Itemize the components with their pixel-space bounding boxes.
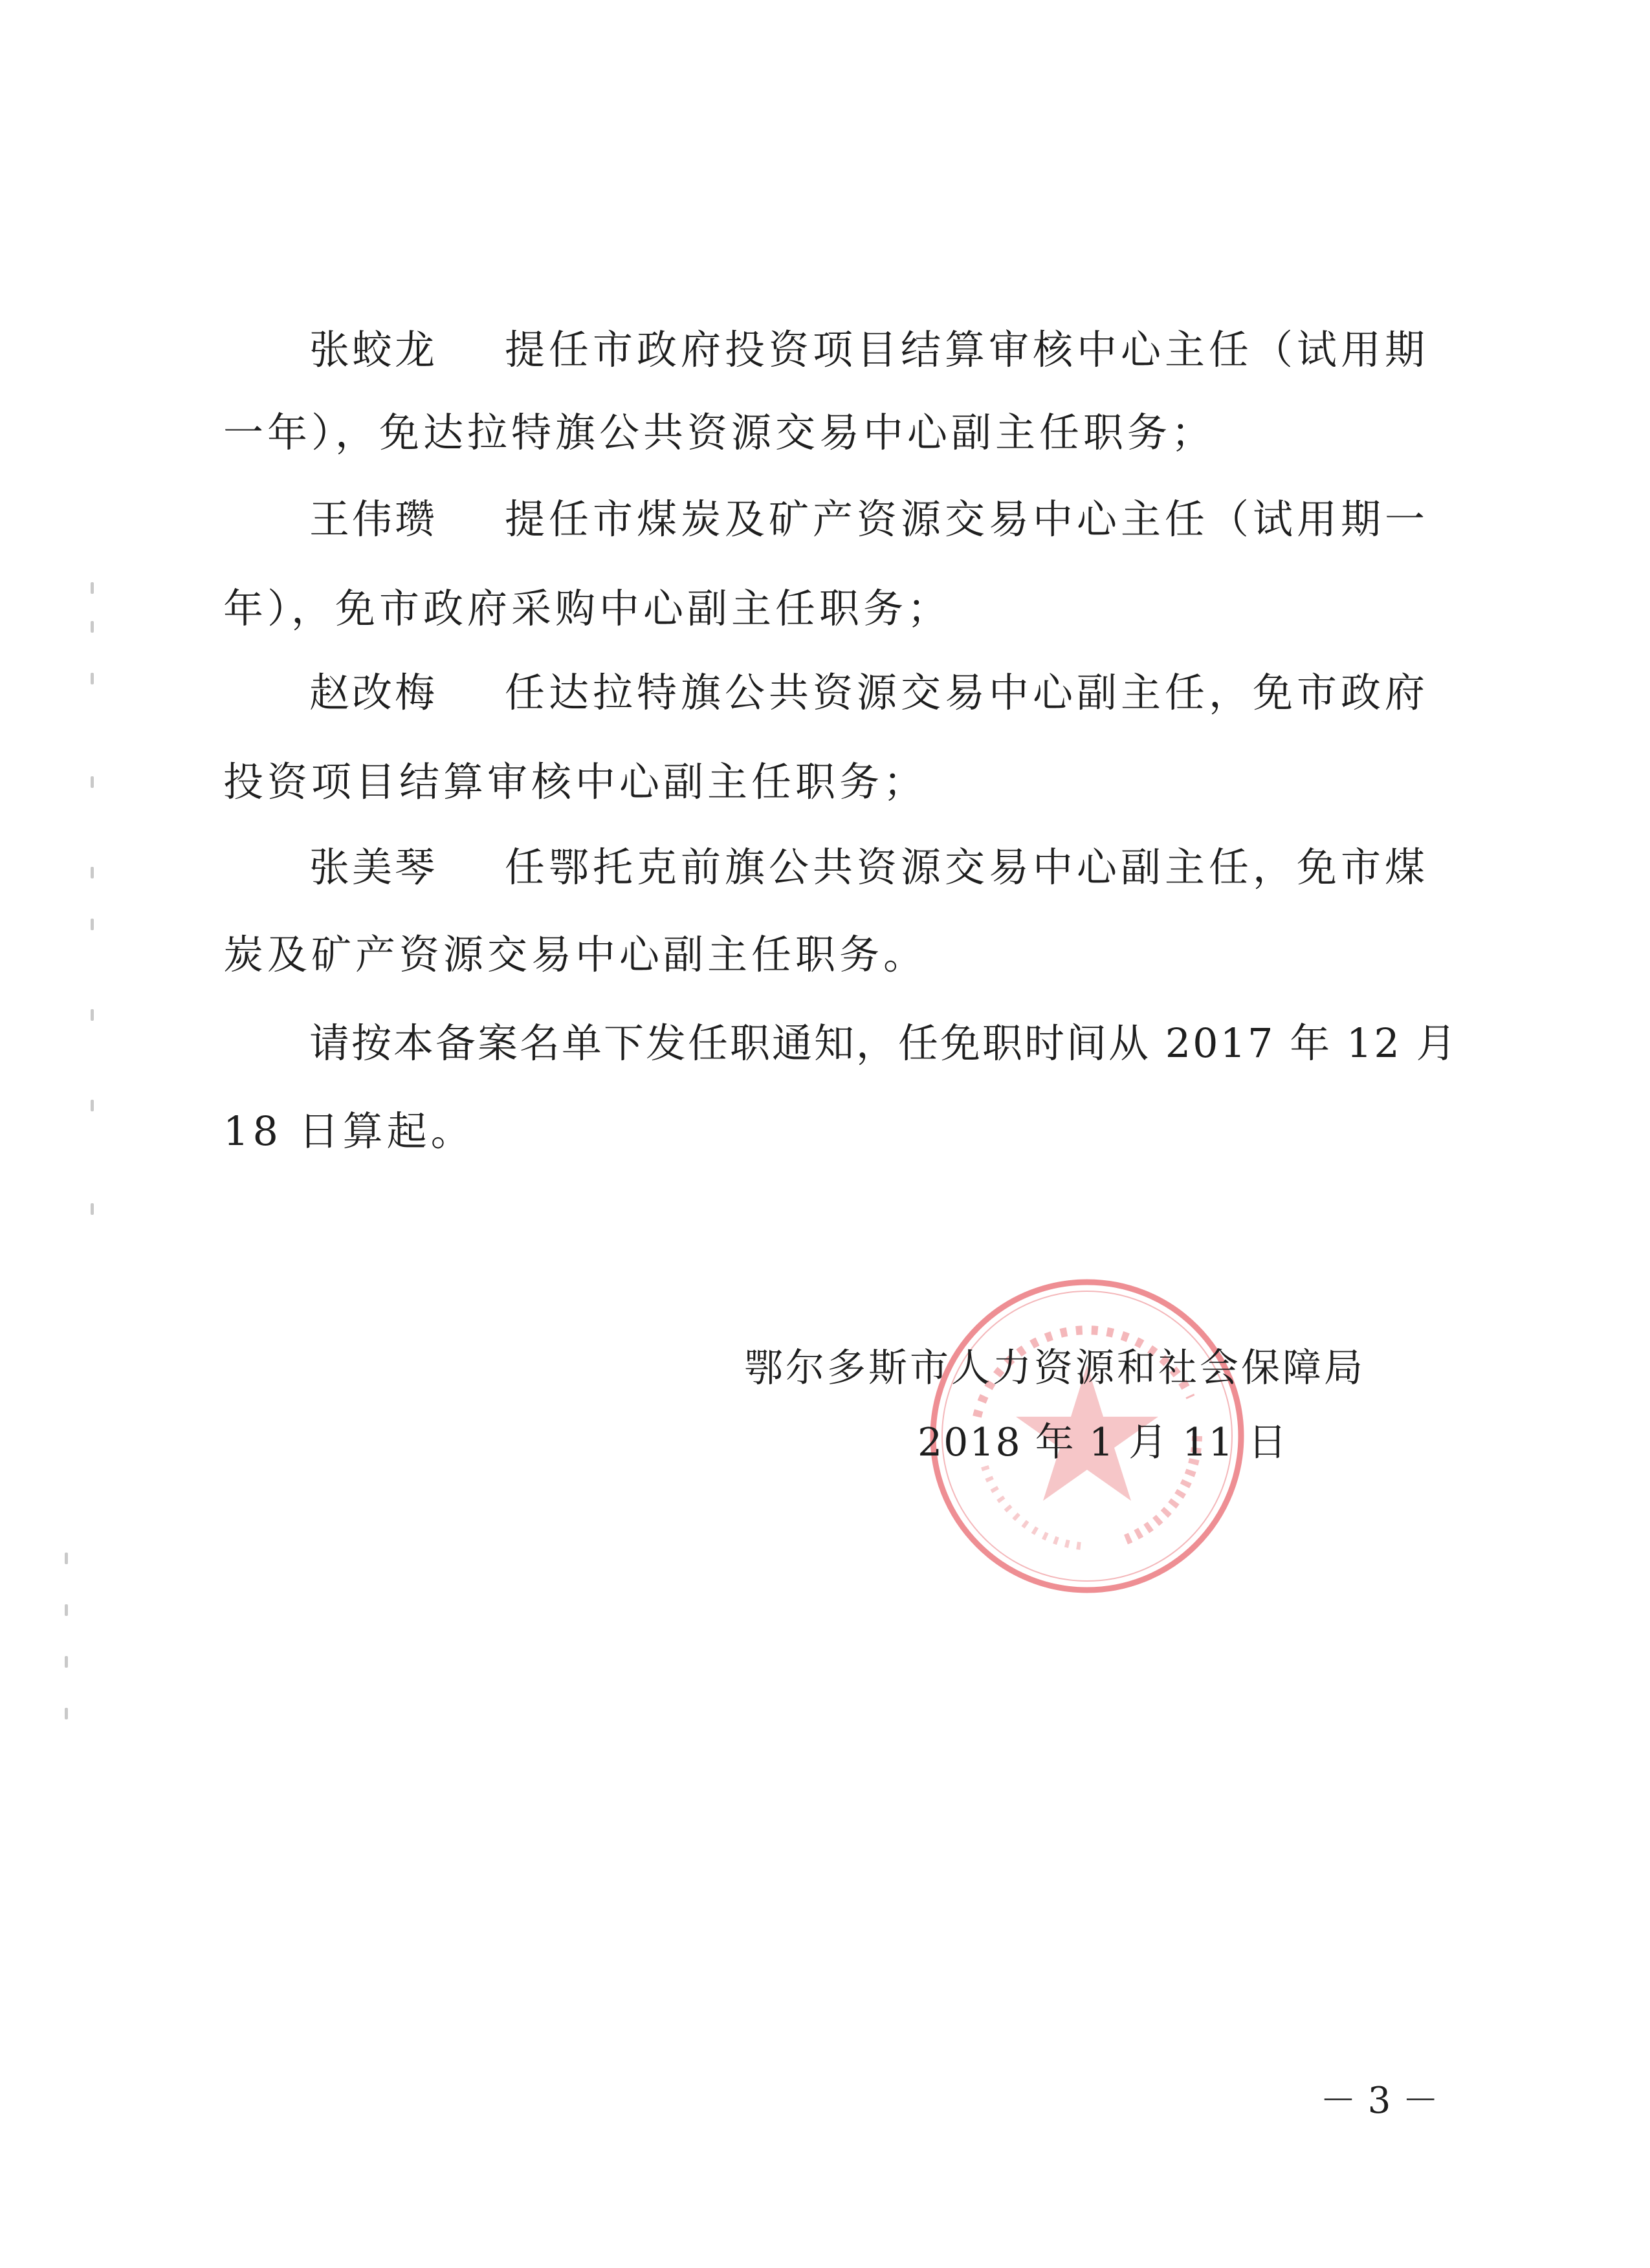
entry-1-line-1: 提任市政府投资项目结算审核中心主任（试用期: [505, 326, 1429, 373]
entry-4-line-1: 任鄂托克前旗公共资源交易中心副主任，免市煤: [505, 844, 1429, 891]
entry-3-line-2: 投资项目结算审核中心副主任职务；: [223, 758, 928, 805]
signature-date: 2018 年 1 月 11 日: [918, 1420, 1288, 1465]
entry-2-name: 王伟瓒: [309, 496, 438, 543]
entry-3-line-1: 任达拉特旗公共资源交易中心副主任，免市政府: [505, 669, 1429, 716]
signature-organization: 鄂尔多斯市人力资源和社会保障局: [744, 1346, 1365, 1391]
closing-line-1: 请按本备案名单下发任职通知，任免职时间从 2017 年 12 月: [309, 1020, 1458, 1067]
entry-1-line-2: 一年），免达拉特旗公共资源交易中心副主任职务；: [223, 409, 1216, 456]
page-number: － 3 －: [1320, 2080, 1439, 2122]
entry-1-name: 张蛟龙: [309, 326, 438, 373]
closing-line-2: 18 日算起。: [223, 1107, 475, 1155]
entry-4-name: 张美琴: [309, 844, 438, 891]
entry-2-line-2: 年），免市政府采购中心副主任职务；: [223, 585, 952, 632]
entry-3-name: 赵改梅: [309, 669, 438, 716]
entry-2-line-1: 提任市煤炭及矿产资源交易中心主任（试用期一: [505, 496, 1429, 543]
entry-4-line-2: 炭及矿产资源交易中心副主任职务。: [223, 931, 928, 978]
